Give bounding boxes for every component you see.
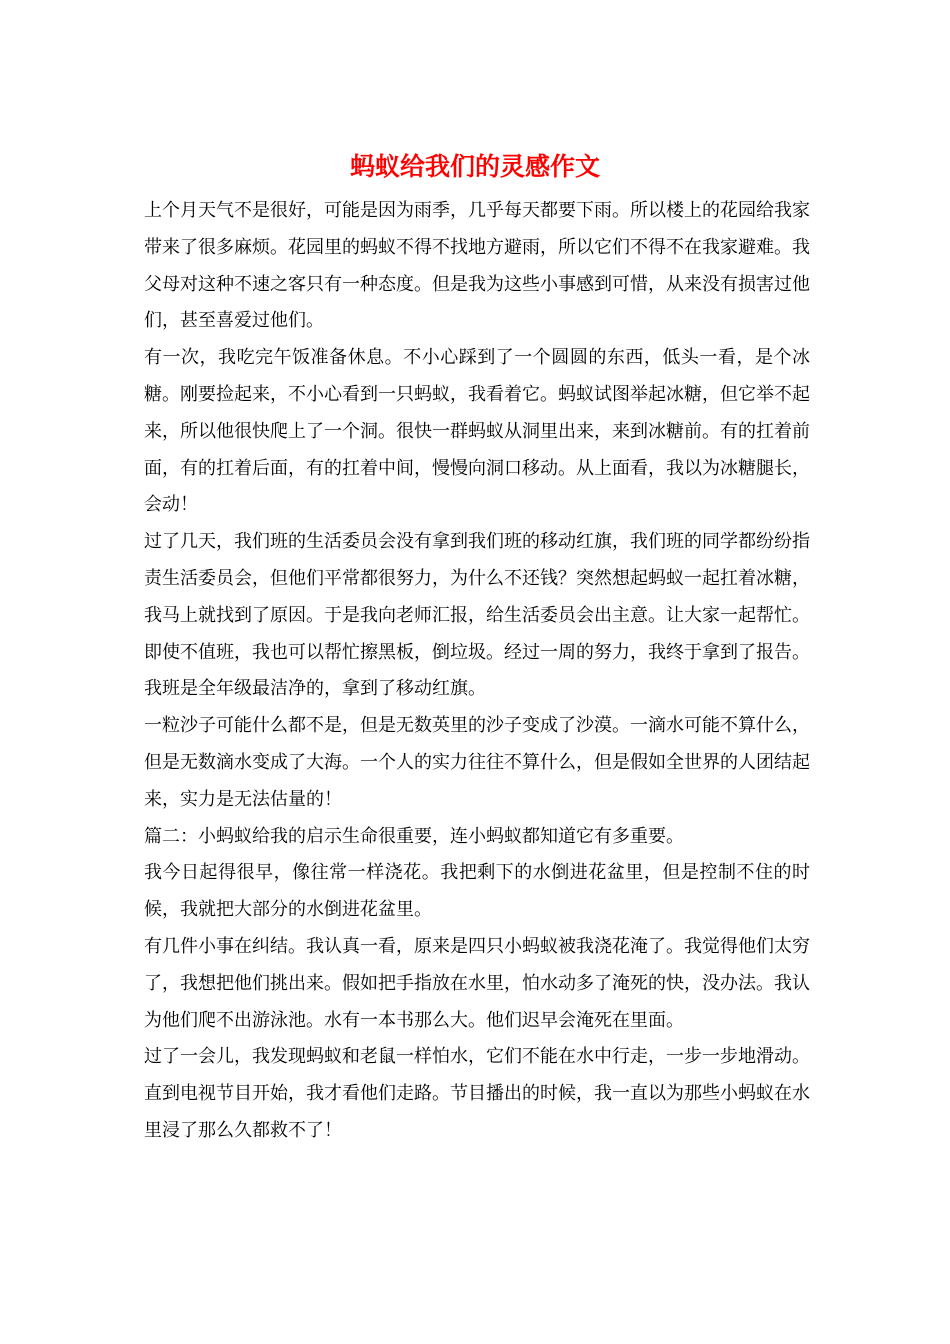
paragraph-5: 篇二：小蚂蚁给我的启示生命很重要，连小蚂蚁都知道它有多重要。 [144,825,684,847]
paragraph-3: 过了几天，我们班的生活委员会没有拿到我们班的移动红旗，我们班的同学都纷纷指责生活委员会，但他们平常都很努力，为什么不还钱？突然想起蚂蚁一起扛着冰糖，我马上就找到了原因。于是我向老师汇报，给生活委员会出主意。让大家一起帮忙。即使不值班，我也可以帮忙擦黑板，倒垃圾。经过一周的努力，我终于拿到了报告。我班是全年级最洁净的，拿到了移动红旗。 [144,531,810,700]
paragraph-6: 我今日起得很早，像往常一样浇花。我把剩下的水倒进花盆里，但是控制不住的时候，我就把大部分的水倒进花盆里。 [144,862,810,921]
paragraph-7: 有几件小事在纠结。我认真一看，原来是四只小蚂蚁被我浇花淹了。我觉得他们太穷了，我想把他们挑出来。假如把手指放在水里，怕水动多了淹死的快，没办法。我认为他们爬不出游泳池。水有一本书那么大。他们迟早会淹死在里面。 [144,935,810,1031]
paragraph-1: 上个月天气不是很好，可能是因为雨季，几乎每天都要下雨。所以楼上的花园给我家带来了很多麻烦。花园里的蚂蚁不得不找地方避雨，所以它们不得不在我家避难。我父母对这种不速之客只有一种态度。但是我为这些小事感到可惜，从来没有损害过他们，甚至喜爱过他们。 [144,200,810,332]
paragraph-4: 一粒沙子可能什么都不是，但是无数英里的沙子变成了沙漠。一滴水可能不算什么，但是无数滴水变成了大海。一个人的实力往往不算什么，但是假如全世界的人团结起来，实力是无法估量的！ [144,715,810,810]
document-title: 蚂蚁给我们的灵感作文 [349,152,600,181]
paragraph-2: 有一次，我吃完午饭准备休息。不小心踩到了一个圆圆的东西，低头一看，是个冰糖。刚要捡起来，不小心看到一只蚂蚁，我看着它。蚂蚁试图举起冰糖，但它举不起来，所以他很快爬上了一个洞。很快一群蚂蚁从洞里出来，来到冰糖前。有的扛着前面，有的扛着后面，有的扛着中间，慢慢向洞口移动。从上面看，我以为冰糖腿长，会动！ [144,347,810,516]
document-body [144,193,810,1150]
paragraph-8: 过了一会儿，我发现蚂蚁和老鼠一样怕水，它们不能在水中行走，一步一步地滑动。直到电视节目开始，我才看他们走路。节目播出的时候，我一直以为那些小蚂蚁在水里浸了那么久都救不了！ [144,1046,810,1141]
